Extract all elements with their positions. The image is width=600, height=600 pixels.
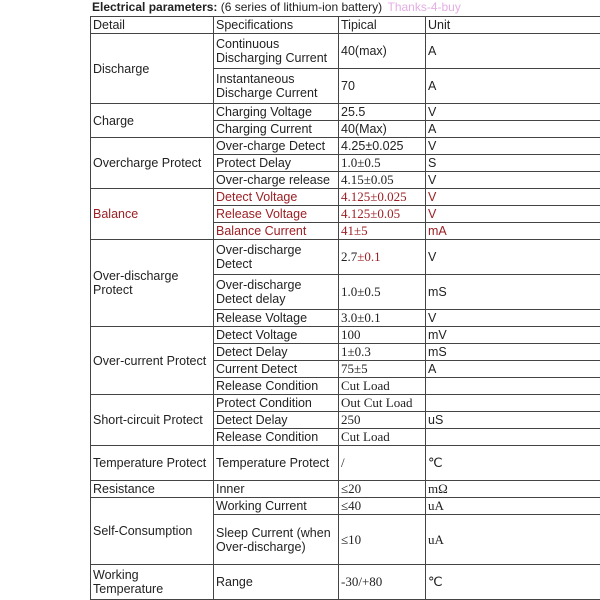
typical-cell: 4.25±0.025 [339,138,426,155]
unit-cell: V [426,206,600,223]
unit-cell: V [426,310,600,327]
table-row [91,498,600,515]
typical-cell [339,240,426,275]
unit-cell: V [426,138,600,155]
table-row [91,481,600,498]
typical-cell: 1.0±0.5 [339,155,426,172]
spec-cell: Over-charge Detect [214,138,339,155]
spec-cell: Detect Voltage [214,189,339,206]
spec-cell: Release Condition [214,378,339,395]
unit-cell: V [426,172,600,189]
typical-cell: 4.15±0.05 [339,172,426,189]
table-row [91,138,600,155]
typical-cell: 4.125±0.05 [339,206,426,223]
typical-cell: / [339,446,426,481]
unit-cell [426,378,600,395]
typical-cell: 1±0.3 [339,344,426,361]
typical-cell: 4.125±0.025 [339,189,426,206]
unit-cell: uA [426,498,600,515]
spec-cell: Working Current [214,498,339,515]
unit-cell: A [426,121,600,138]
typical-cell: 1.0±0.5 [339,275,426,310]
detail-cell: Resistance [91,481,214,498]
unit-cell: uS [426,412,600,429]
table-row [91,565,600,600]
table-row [91,240,600,275]
unit-cell: mΩ [426,481,600,498]
unit-cell: A [426,69,600,104]
header-detail: Detail [91,17,214,34]
spec-cell: Release Voltage [214,206,339,223]
detail-cell: Over-discharge Protect [91,240,214,327]
detail-cell: Self-Consumption [91,498,214,565]
header-typical: Tipical [339,17,426,34]
unit-cell: ℃ [426,565,600,600]
table-row [91,104,600,121]
table-row [91,327,600,344]
unit-cell [426,429,600,446]
spec-cell: Temperature Protect [214,446,339,481]
spec-cell: Charging Voltage [214,104,339,121]
detail-cell: Over-current Protect [91,327,214,395]
detail-cell: Discharge [91,34,214,104]
typical-tolerance: ±0.1 [357,249,381,264]
unit-cell: mV [426,327,600,344]
typical-cell: 40(max) [339,34,426,69]
typical-cell: ≤20 [339,481,426,498]
spec-cell: Protect Condition [214,395,339,412]
spec-cell: Detect Delay [214,344,339,361]
spec-cell: Sleep Current (when Over-discharge) [214,515,339,565]
spec-cell: Release Condition [214,429,339,446]
typical-cell: 40(Max) [339,121,426,138]
spec-cell: Balance Current [214,223,339,240]
unit-cell: S [426,155,600,172]
unit-cell: V [426,240,600,275]
unit-cell: ℃ [426,446,600,481]
electrical-parameters-table [90,16,600,600]
unit-cell: A [426,361,600,378]
title-subtitle: (6 series of lithium-ion battery) [220,0,383,14]
typical-cell: 100 [339,327,426,344]
typical-cell: Cut Load [339,378,426,395]
spec-cell: Over-discharge Detect [214,240,339,275]
watermark-text: Thanks-4-buy [387,0,461,14]
table-row [91,446,600,481]
spec-cell: Charging Current [214,121,339,138]
spec-cell: Detect Voltage [214,327,339,344]
unit-cell: V [426,189,600,206]
unit-cell: mS [426,344,600,361]
unit-cell: A [426,34,600,69]
typical-cell: 41±5 [339,223,426,240]
table-title [92,0,600,16]
typical-cell: 25.5 [339,104,426,121]
detail-cell: Working Temperature [91,565,214,600]
spec-cell: Instantaneous Discharge Current [214,69,339,104]
table-row [91,189,600,206]
spec-cell: Detect Delay [214,412,339,429]
typical-cell: 250 [339,412,426,429]
unit-cell: mA [426,223,600,240]
spec-cell: Protect Delay [214,155,339,172]
spec-cell: Range [214,565,339,600]
table-row [91,395,600,412]
spec-cell: Continuous Discharging Current [214,34,339,69]
spec-cell: Inner [214,481,339,498]
typical-cell: Cut Load [339,429,426,446]
spec-cell: Current Detect [214,361,339,378]
table-row [91,34,600,69]
header-unit: Unit [426,17,600,34]
typical-cell: ≤10 [339,515,426,565]
header-specifications: Specifications [214,17,339,34]
unit-cell: mS [426,275,600,310]
typical-cell: -30/+80 [339,565,426,600]
typical-cell: Out Cut Load [339,395,426,412]
spec-cell: Over-charge release [214,172,339,189]
detail-cell: Temperature Protect [91,446,214,481]
typical-cell: 75±5 [339,361,426,378]
typical-value: 2.7 [341,249,358,264]
unit-cell: V [426,104,600,121]
typical-cell: 3.0±0.1 [339,310,426,327]
spec-cell: Over-discharge Detect delay [214,275,339,310]
title-bold: Electrical parameters: [92,0,218,14]
unit-cell [426,395,600,412]
typical-cell: ≤40 [339,498,426,515]
detail-cell: Short-circuit Protect [91,395,214,446]
spec-cell: Release Voltage [214,310,339,327]
detail-cell: Balance [91,189,214,240]
detail-cell: Charge [91,104,214,138]
typical-cell: 70 [339,69,426,104]
unit-cell: uA [426,515,600,565]
detail-cell: Overcharge Protect [91,138,214,189]
table-header-row [91,17,600,34]
